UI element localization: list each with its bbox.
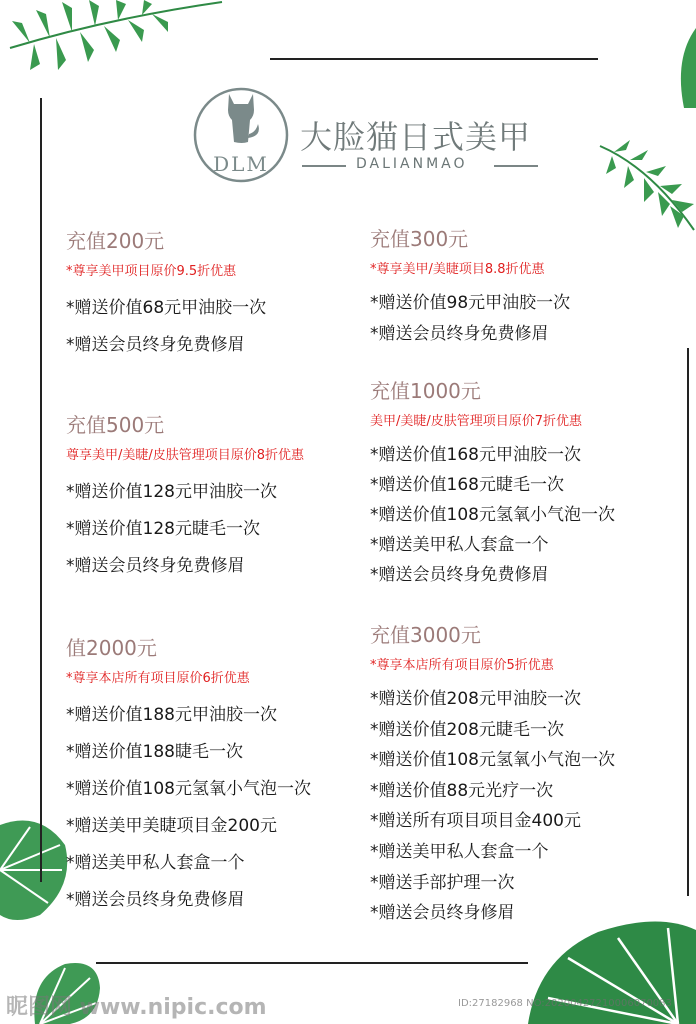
benefit-item: *赠送美甲私人套盒一个	[370, 841, 549, 862]
tier-300	[370, 226, 570, 350]
benefit-item: *赠送会员终身免费修眉	[370, 324, 549, 344]
benefit-item: *赠送美甲私人套盒一个	[66, 853, 245, 873]
tier-benefit-list	[370, 684, 615, 929]
frame-top-line	[270, 58, 598, 60]
tier-title: 充值1000元	[370, 379, 481, 403]
tier-1000	[370, 378, 615, 590]
tier-200	[66, 228, 266, 364]
benefit-item: *赠送价值108元氢氧小气泡一次	[370, 505, 615, 525]
benefit-item: *赠送会员终身免费修眉	[66, 335, 245, 355]
subtitle-left-dash	[302, 165, 346, 167]
image-id-watermark: ID:27182968 NO:20200427210006070083	[458, 998, 672, 1009]
benefit-item: *赠送价值208元甲油胶一次	[370, 689, 581, 709]
frame-left-line	[40, 98, 42, 882]
leaf-bottom-left-decoration	[0, 815, 70, 925]
frame-right-line	[687, 348, 689, 896]
tier-2000	[66, 635, 311, 919]
brand-subtitle: DALIANMAO	[356, 156, 468, 172]
subtitle-right-dash	[494, 165, 538, 167]
benefit-item: *赠送价值98元甲油胶一次	[370, 293, 571, 313]
tier-title: 充值300元	[370, 227, 469, 251]
site-watermark: 昵图网 www.nipic.com	[6, 995, 267, 1020]
tier-3000	[370, 622, 615, 929]
benefit-item: *赠送会员终身免费修眉	[66, 890, 245, 910]
frame-bottom-line	[96, 962, 528, 964]
benefit-item: *赠送价值88元光疗一次	[370, 780, 554, 801]
tier-benefit-list	[370, 440, 615, 590]
benefit-item: *赠送美甲美睫项目金200元	[66, 816, 277, 836]
benefit-item: *赠送价值208元睫毛一次	[370, 719, 564, 740]
leaf-top-right-corner-decoration	[674, 28, 696, 108]
benefit-item: *赠送所有项目项目金400元	[370, 811, 581, 832]
tier-discount-note: *尊享美甲项目原价9.5折优惠	[66, 264, 237, 279]
benefit-item: *赠送价值108元氢氧小气泡一次	[370, 750, 615, 771]
tier-500	[66, 412, 304, 585]
tier-benefit-list	[66, 697, 311, 919]
benefit-item: *赠送价值168元睫毛一次	[370, 475, 564, 495]
tier-discount-note: *尊享本店所有项目原价6折优惠	[66, 671, 250, 686]
benefit-item: *赠送价值128元甲油胶一次	[66, 482, 277, 502]
leaf-top-right-decoration	[596, 138, 696, 238]
benefit-item: *赠送价值188睫毛一次	[66, 742, 243, 762]
benefit-item: *赠送价值108元氢氧小气泡一次	[66, 779, 311, 799]
brand-name: 大脸猫日式美甲	[300, 118, 532, 156]
tier-discount-note: 尊享美甲/美睫/皮肤管理项目原价8折优惠	[66, 448, 305, 463]
tier-title: 充值3000元	[370, 623, 481, 647]
tier-benefit-list	[66, 474, 304, 585]
benefit-item: *赠送美甲私人套盒一个	[370, 535, 549, 555]
tier-title: 值2000元	[66, 636, 157, 660]
benefit-item: *赠送会员终身免费修眉	[66, 556, 245, 576]
benefit-item: *赠送价值68元甲油胶一次	[66, 298, 267, 318]
tier-discount-note: 美甲/美睫/皮肤管理项目原价7折优惠	[370, 414, 583, 429]
tier-benefit-list	[66, 290, 266, 364]
tier-discount-note: *尊享美甲/美睫项目8.8折优惠	[370, 262, 545, 277]
tier-benefit-list	[370, 288, 570, 350]
benefit-item: *赠送价值168元甲油胶一次	[370, 445, 581, 465]
logo-monogram: DLM	[213, 152, 269, 176]
benefit-item: *赠送手部护理一次	[370, 872, 515, 893]
tier-title: 充值500元	[66, 413, 165, 437]
benefit-item: *赠送价值128元睫毛一次	[66, 519, 260, 539]
cat-logo-emblem	[192, 86, 290, 184]
brand-subtitle-group	[300, 156, 538, 176]
tier-title: 充值200元	[66, 229, 165, 253]
tier-discount-note: *尊享本店所有项目原价5折优惠	[370, 658, 554, 673]
benefit-item: *赠送价值188元甲油胶一次	[66, 705, 277, 725]
benefit-item: *赠送会员终身修眉	[370, 903, 515, 924]
leaf-top-left-decoration	[0, 0, 230, 80]
benefit-item: *赠送会员终身免费修眉	[370, 565, 549, 585]
